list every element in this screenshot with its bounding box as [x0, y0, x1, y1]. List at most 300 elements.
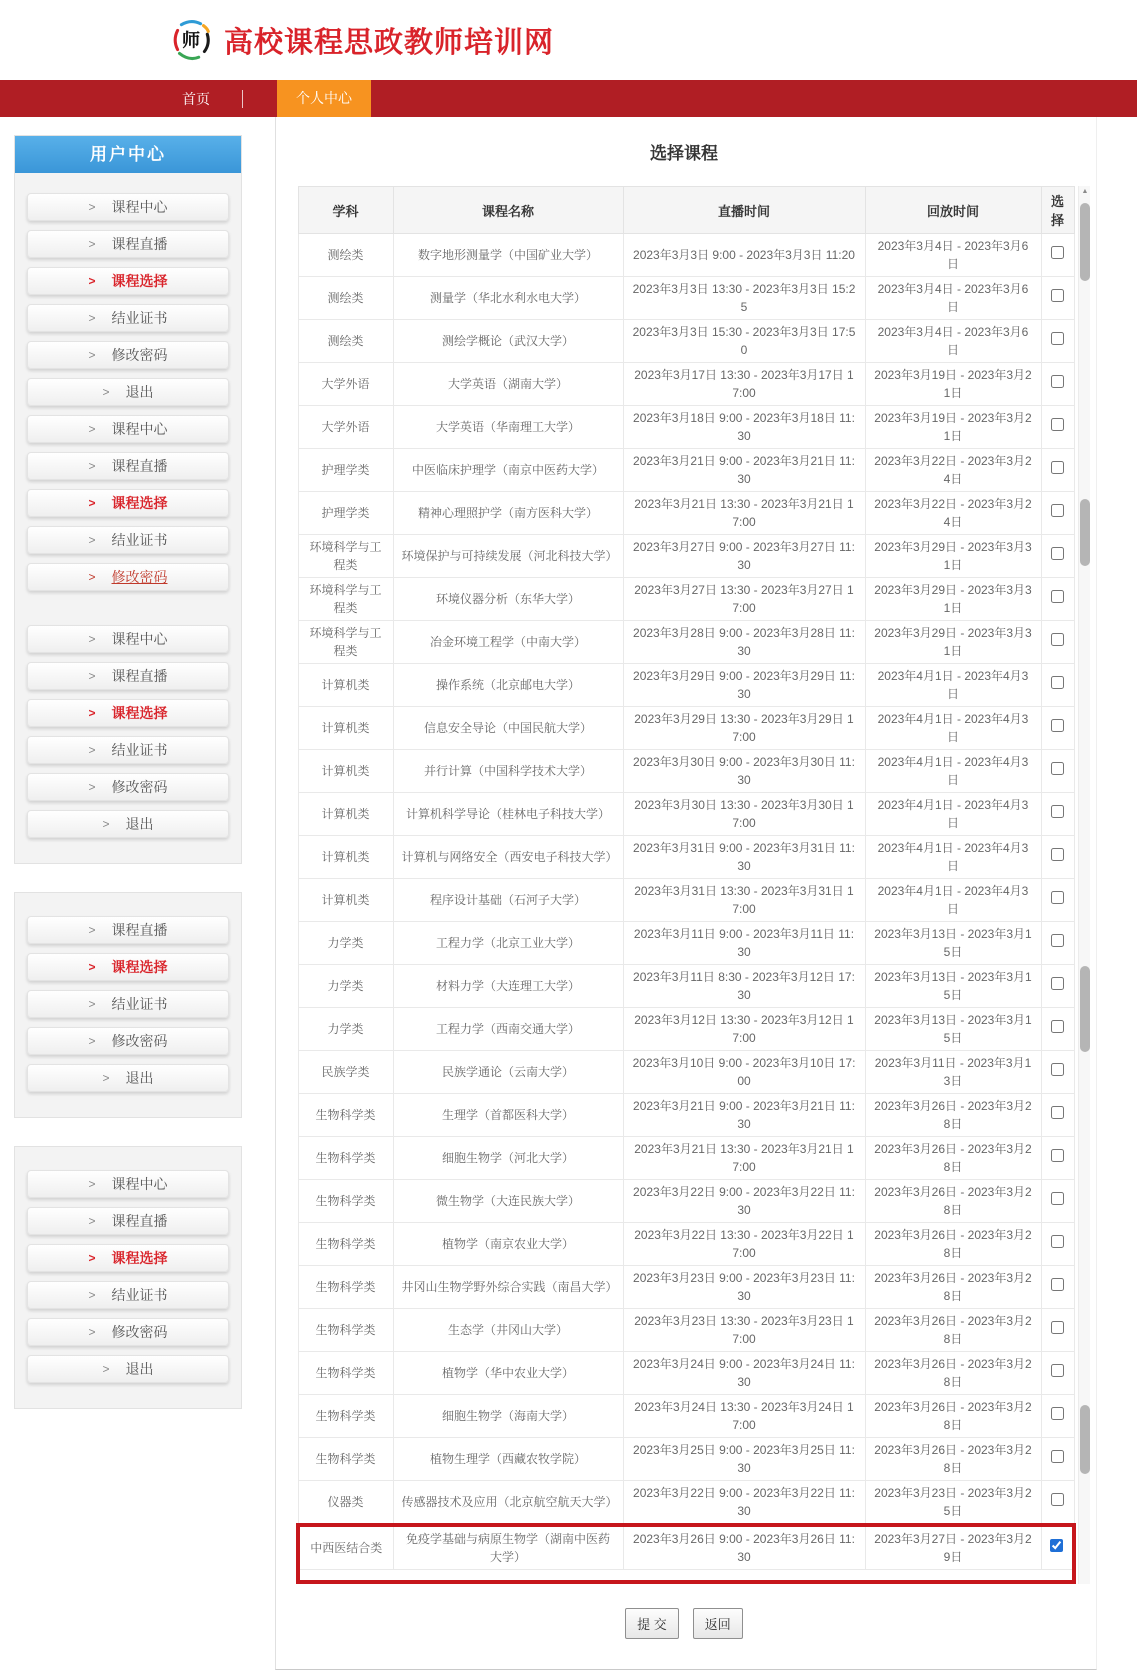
sidebar-item-certificate[interactable] [27, 526, 229, 554]
sidebar [14, 135, 242, 1437]
row-select-checkbox[interactable] [1051, 1450, 1064, 1463]
cell-replay-time: 2023年3月13日 - 2023年3月15日 [865, 965, 1041, 1008]
row-select-checkbox[interactable] [1051, 246, 1064, 259]
row-select-checkbox[interactable] [1051, 418, 1064, 431]
cell-select [1041, 1094, 1074, 1137]
row-select-checkbox[interactable] [1051, 848, 1064, 861]
cell-replay-time: 2023年3月26日 - 2023年3月28日 [865, 1223, 1041, 1266]
sidebar-item-course-center[interactable] [27, 625, 229, 653]
highlight-box-spacer-cell [298, 1570, 1074, 1582]
nav-personal-center-tab[interactable]: 个人中心 [277, 80, 371, 117]
cell-replay-time: 2023年3月13日 - 2023年3月15日 [865, 1008, 1041, 1051]
sidebar-item-change-password[interactable] [27, 1318, 229, 1346]
site-title: 高校课程思政教师培训网 [224, 26, 555, 59]
cell-live-time: 2023年3月11日 9:00 - 2023年3月11日 11:30 [623, 922, 865, 965]
row-select-checkbox[interactable] [1051, 547, 1064, 560]
site-logo-icon [168, 17, 214, 63]
cell-subject: 中西医结合类 [298, 1525, 393, 1570]
cell-select [1041, 1051, 1074, 1094]
cell-subject: 生物科学类 [298, 1137, 393, 1180]
course-table-head-row [298, 187, 1074, 234]
nav-home-link[interactable]: 首页 [182, 90, 210, 107]
sidebar-item-label: 退出 [125, 384, 154, 400]
sidebar-item-label: 结业证书 [111, 310, 168, 326]
row-select-checkbox[interactable] [1051, 332, 1064, 345]
table-row [298, 1352, 1074, 1395]
submit-button[interactable]: 提 交 [625, 1608, 679, 1639]
table-row [298, 922, 1074, 965]
cell-subject: 民族学类 [298, 1051, 393, 1094]
row-select-checkbox[interactable] [1051, 1106, 1064, 1119]
chevron-right-icon: > [88, 743, 96, 757]
cell-course-name: 环境仪器分析（东华大学） [393, 578, 623, 621]
sidebar-item-logout[interactable] [27, 810, 229, 838]
cell-select [1041, 1223, 1074, 1266]
row-select-checkbox[interactable] [1051, 891, 1064, 904]
chevron-right-icon: > [88, 1251, 96, 1265]
cell-select [1041, 1266, 1074, 1309]
column-header: 学科 [298, 187, 393, 234]
table-row [298, 836, 1074, 879]
sidebar-item-label: 课程中心 [111, 631, 168, 647]
cell-subject: 大学外语 [298, 363, 393, 406]
chevron-right-icon: > [88, 274, 96, 288]
cell-select [1041, 449, 1074, 492]
cell-select [1041, 1395, 1074, 1438]
cell-course-name: 民族学通论（云南大学） [393, 1051, 623, 1094]
cell-select [1041, 793, 1074, 836]
sidebar-item-course-center[interactable] [27, 1170, 229, 1198]
cell-course-name: 数字地形测量学（中国矿业大学） [393, 234, 623, 277]
cell-subject: 大学外语 [298, 406, 393, 449]
cell-live-time: 2023年3月22日 9:00 - 2023年3月22日 11:30 [623, 1481, 865, 1526]
cell-subject: 生物科学类 [298, 1309, 393, 1352]
cell-subject: 计算机类 [298, 664, 393, 707]
sidebar-item-course-select[interactable] [27, 953, 229, 981]
cell-live-time: 2023年3月22日 9:00 - 2023年3月22日 11:30 [623, 1180, 865, 1223]
sidebar-item-course-live[interactable] [27, 916, 229, 944]
cell-live-time: 2023年3月27日 13:30 - 2023年3月27日 17:00 [623, 578, 865, 621]
chevron-right-icon: > [88, 960, 96, 974]
column-header: 选择 [1041, 187, 1074, 234]
cell-course-name: 微生物学（大连民族大学） [393, 1180, 623, 1223]
chevron-right-icon: > [88, 669, 96, 683]
cell-subject: 力学类 [298, 965, 393, 1008]
cell-subject: 生物科学类 [298, 1266, 393, 1309]
sidebar-item-label: 课程选择 [111, 495, 168, 511]
cell-course-name: 生理学（首都医科大学） [393, 1094, 623, 1137]
sidebar-item-label: 课程直播 [111, 236, 168, 252]
cell-live-time: 2023年3月11日 8:30 - 2023年3月12日 17:30 [623, 965, 865, 1008]
sidebar-item-label: 退出 [125, 816, 154, 832]
cell-live-time: 2023年3月21日 9:00 - 2023年3月21日 11:30 [623, 1094, 865, 1137]
cell-subject: 环境科学与工程类 [298, 535, 393, 578]
sidebar-item-label: 结业证书 [111, 996, 168, 1012]
sidebar-item-course-select[interactable] [27, 489, 229, 517]
row-select-checkbox[interactable] [1051, 1192, 1064, 1205]
cell-replay-time: 2023年4月1日 - 2023年4月3日 [865, 836, 1041, 879]
table-row [298, 1223, 1074, 1266]
sidebar-item-label: 修改密码 [111, 1324, 168, 1340]
chevron-right-icon: > [88, 348, 96, 362]
sidebar-block [14, 1146, 242, 1409]
form-actions [296, 1608, 1072, 1639]
sidebar-item-label: 结业证书 [111, 532, 168, 548]
cell-subject: 护理学类 [298, 449, 393, 492]
table-row [298, 1266, 1074, 1309]
cell-subject: 生物科学类 [298, 1352, 393, 1395]
chevron-right-icon: > [102, 1362, 110, 1376]
chevron-right-icon: > [102, 817, 110, 831]
sidebar-item-logout[interactable] [27, 1355, 229, 1383]
row-select-checkbox[interactable] [1051, 375, 1064, 388]
page-title: 选择课程 [650, 144, 718, 163]
cell-live-time: 2023年3月12日 13:30 - 2023年3月12日 17:00 [623, 1008, 865, 1051]
sidebar-item-label: 课程选择 [111, 1250, 168, 1266]
cell-course-name: 计算机科学导论（桂林电子科技大学） [393, 793, 623, 836]
cell-select [1041, 922, 1074, 965]
cell-select [1041, 664, 1074, 707]
cell-replay-time: 2023年3月26日 - 2023年3月28日 [865, 1438, 1041, 1481]
chevron-right-icon: > [88, 1177, 96, 1191]
cell-course-name: 环境保护与可持续发展（河北科技大学） [393, 535, 623, 578]
cell-live-time: 2023年3月21日 13:30 - 2023年3月21日 17:00 [623, 1137, 865, 1180]
sidebar-item-course-center[interactable] [27, 193, 229, 221]
user-center-header: 用户中心 [15, 136, 241, 173]
cell-live-time: 2023年3月30日 13:30 - 2023年3月30日 17:00 [623, 793, 865, 836]
sidebar-item-label: 修改密码 [111, 1033, 168, 1049]
sidebar-item-certificate[interactable] [27, 1281, 229, 1309]
cell-course-name: 植物学（南京农业大学） [393, 1223, 623, 1266]
cell-course-name: 工程力学（西南交通大学） [393, 1008, 623, 1051]
cell-replay-time: 2023年3月19日 - 2023年3月21日 [865, 363, 1041, 406]
cell-course-name: 免疫学基础与病原生物学（湖南中医药大学） [393, 1525, 623, 1570]
sidebar-item-label: 课程选择 [111, 959, 168, 975]
sidebar-item-label: 课程中心 [111, 1176, 168, 1192]
sidebar-item-certificate[interactable] [27, 990, 229, 1018]
chevron-right-icon: > [88, 533, 96, 547]
cell-live-time: 2023年3月26日 9:00 - 2023年3月26日 11:30 [623, 1525, 865, 1570]
cell-select [1041, 277, 1074, 320]
table-row [298, 406, 1074, 449]
cell-select [1041, 320, 1074, 363]
sidebar-item-logout[interactable] [27, 1064, 229, 1092]
row-select-checkbox[interactable] [1051, 1493, 1064, 1506]
cell-course-name: 测绘学概论（武汉大学） [393, 320, 623, 363]
cell-course-name: 生态学（井冈山大学） [393, 1309, 623, 1352]
cell-subject: 护理学类 [298, 492, 393, 535]
cell-replay-time: 2023年3月4日 - 2023年3月6日 [865, 277, 1041, 320]
cell-replay-time: 2023年3月4日 - 2023年3月6日 [865, 320, 1041, 363]
cell-replay-time: 2023年3月26日 - 2023年3月28日 [865, 1395, 1041, 1438]
table-row [298, 1525, 1074, 1570]
sidebar-item-label: 课程直播 [111, 668, 168, 684]
row-select-checkbox[interactable] [1051, 461, 1064, 474]
chevron-right-icon: > [88, 632, 96, 646]
cell-subject: 计算机类 [298, 836, 393, 879]
chevron-right-icon: > [88, 200, 96, 214]
table-row [298, 664, 1074, 707]
cell-course-name: 大学英语（华南理工大学） [393, 406, 623, 449]
row-select-checkbox[interactable] [1051, 504, 1064, 517]
row-select-checkbox[interactable] [1051, 1149, 1064, 1162]
cell-select [1041, 1525, 1074, 1570]
chevron-right-icon: > [88, 1214, 96, 1228]
row-select-checkbox[interactable] [1051, 1321, 1064, 1334]
cell-replay-time: 2023年3月26日 - 2023年3月28日 [865, 1309, 1041, 1352]
sidebar-item-label: 课程选择 [111, 705, 168, 721]
table-row [298, 320, 1074, 363]
cell-replay-time: 2023年3月23日 - 2023年3月25日 [865, 1481, 1041, 1526]
sidebar-item-label: 课程直播 [111, 922, 168, 938]
sidebar-item-change-password[interactable] [27, 773, 229, 801]
cell-select [1041, 836, 1074, 879]
site-header [0, 0, 1137, 80]
cell-live-time: 2023年3月21日 9:00 - 2023年3月21日 11:30 [623, 449, 865, 492]
row-select-checkbox[interactable] [1051, 934, 1064, 947]
table-row [298, 363, 1074, 406]
cell-course-name: 中医临床护理学（南京中医药大学） [393, 449, 623, 492]
logo-character: 师 [181, 30, 201, 51]
cell-replay-time: 2023年3月29日 - 2023年3月31日 [865, 578, 1041, 621]
sidebar-item-label: 课程中心 [111, 199, 168, 215]
sidebar-item-change-password[interactable] [27, 563, 229, 591]
sidebar-item-course-live[interactable] [27, 452, 229, 480]
table-row [298, 750, 1074, 793]
cell-course-name: 材料力学（大连理工大学） [393, 965, 623, 1008]
sidebar-item-label: 退出 [125, 1070, 154, 1086]
chevron-right-icon: > [88, 237, 96, 251]
table-row [298, 879, 1074, 922]
main-panel [275, 117, 1097, 1670]
sidebar-item-certificate[interactable] [27, 736, 229, 764]
sidebar-item-label: 课程直播 [111, 458, 168, 474]
cell-replay-time: 2023年3月22日 - 2023年3月24日 [865, 492, 1041, 535]
cell-select [1041, 1481, 1074, 1526]
chevron-right-icon: > [88, 1034, 96, 1048]
chevron-right-icon: > [88, 459, 96, 473]
table-row [298, 1137, 1074, 1180]
cell-live-time: 2023年3月23日 9:00 - 2023年3月23日 11:30 [623, 1266, 865, 1309]
cell-replay-time: 2023年3月29日 - 2023年3月31日 [865, 621, 1041, 664]
cell-live-time: 2023年3月28日 9:00 - 2023年3月28日 11:30 [623, 621, 865, 664]
table-row [298, 234, 1074, 277]
sidebar-item-label: 修改密码 [111, 347, 168, 363]
cell-select [1041, 750, 1074, 793]
table-row [298, 449, 1074, 492]
sidebar-item-course-live[interactable] [27, 1207, 229, 1235]
cell-live-time: 2023年3月17日 13:30 - 2023年3月17日 17:00 [623, 363, 865, 406]
table-row [298, 1309, 1074, 1352]
cell-select [1041, 1180, 1074, 1223]
cell-replay-time: 2023年3月26日 - 2023年3月28日 [865, 1137, 1041, 1180]
row-select-checkbox[interactable] [1051, 719, 1064, 732]
cell-select [1041, 578, 1074, 621]
cell-course-name: 植物学（华中农业大学） [393, 1352, 623, 1395]
table-row [298, 535, 1074, 578]
cell-course-name: 工程力学（北京工业大学） [393, 922, 623, 965]
cell-replay-time: 2023年4月1日 - 2023年4月3日 [865, 879, 1041, 922]
chevron-right-icon: > [88, 570, 96, 584]
row-select-checkbox[interactable] [1051, 1364, 1064, 1377]
cell-select [1041, 621, 1074, 664]
table-row [298, 578, 1074, 621]
sidebar-item-logout[interactable] [27, 378, 229, 406]
cell-replay-time: 2023年4月1日 - 2023年4月3日 [865, 707, 1041, 750]
cell-live-time: 2023年3月21日 13:30 - 2023年3月21日 17:00 [623, 492, 865, 535]
cell-live-time: 2023年3月29日 13:30 - 2023年3月29日 17:00 [623, 707, 865, 750]
table-row [298, 1008, 1074, 1051]
cell-live-time: 2023年3月29日 9:00 - 2023年3月29日 11:30 [623, 664, 865, 707]
sidebar-item-certificate[interactable] [27, 304, 229, 332]
cell-course-name: 植物生理学（西藏农牧学院） [393, 1438, 623, 1481]
cell-course-name: 井冈山生物学野外综合实践（南昌大学） [393, 1266, 623, 1309]
cell-course-name: 细胞生物学（河北大学） [393, 1137, 623, 1180]
cell-live-time: 2023年3月3日 15:30 - 2023年3月3日 17:50 [623, 320, 865, 363]
column-header: 直播时间 [623, 187, 865, 234]
row-select-checkbox[interactable] [1051, 633, 1064, 646]
table-row [298, 1094, 1074, 1137]
row-select-checkbox[interactable] [1051, 1235, 1064, 1248]
sidebar-item-change-password[interactable] [27, 1027, 229, 1055]
cell-select [1041, 965, 1074, 1008]
sidebar-item-label: 课程中心 [111, 421, 168, 437]
cell-live-time: 2023年3月30日 9:00 - 2023年3月30日 11:30 [623, 750, 865, 793]
row-select-checkbox[interactable] [1051, 805, 1064, 818]
scrollbar-thumb[interactable] [1080, 966, 1090, 1053]
cell-subject: 环境科学与工程类 [298, 578, 393, 621]
row-select-checkbox[interactable] [1051, 977, 1064, 990]
cell-live-time: 2023年3月31日 13:30 - 2023年3月31日 17:00 [623, 879, 865, 922]
row-select-checkbox[interactable] [1051, 676, 1064, 689]
cell-replay-time: 2023年3月4日 - 2023年3月6日 [865, 234, 1041, 277]
cell-replay-time: 2023年3月26日 - 2023年3月28日 [865, 1180, 1041, 1223]
scrollbar-thumb[interactable] [1080, 1405, 1090, 1475]
cell-live-time: 2023年3月25日 9:00 - 2023年3月25日 11:30 [623, 1438, 865, 1481]
cell-replay-time: 2023年3月26日 - 2023年3月28日 [865, 1266, 1041, 1309]
cell-subject: 生物科学类 [298, 1395, 393, 1438]
cell-course-name: 冶金环境工程学（中南大学） [393, 621, 623, 664]
chevron-right-icon: > [88, 311, 96, 325]
back-button[interactable]: 返回 [693, 1608, 743, 1639]
sidebar-item-course-select[interactable] [27, 267, 229, 295]
cell-replay-time: 2023年3月13日 - 2023年3月15日 [865, 922, 1041, 965]
row-select-checkbox[interactable] [1051, 1020, 1064, 1033]
cell-course-name: 计算机与网络安全（西安电子科技大学） [393, 836, 623, 879]
table-row [298, 1481, 1074, 1526]
cell-subject: 计算机类 [298, 879, 393, 922]
sidebar-item-course-select[interactable] [27, 699, 229, 727]
cell-select [1041, 1008, 1074, 1051]
sidebar-item-label: 修改密码 [111, 569, 168, 585]
nav-separator [242, 90, 243, 108]
cell-replay-time: 2023年4月1日 - 2023年4月3日 [865, 664, 1041, 707]
column-header: 回放时间 [865, 187, 1041, 234]
sidebar-item-course-center[interactable] [27, 415, 229, 443]
cell-subject: 计算机类 [298, 750, 393, 793]
cell-subject: 仪器类 [298, 1481, 393, 1526]
row-select-checkbox[interactable] [1051, 289, 1064, 302]
row-select-checkbox[interactable] [1051, 762, 1064, 775]
cell-course-name: 细胞生物学（海南大学） [393, 1395, 623, 1438]
sidebar-item-course-live[interactable] [27, 662, 229, 690]
sidebar-item-label: 修改密码 [111, 779, 168, 795]
cell-live-time: 2023年3月24日 9:00 - 2023年3月24日 11:30 [623, 1352, 865, 1395]
chevron-right-icon: > [88, 1325, 96, 1339]
sidebar-item-label: 结业证书 [111, 742, 168, 758]
cell-course-name: 并行计算（中国科学技术大学） [393, 750, 623, 793]
sidebar-item-course-live[interactable] [27, 230, 229, 258]
cell-course-name: 程序设计基础（石河子大学） [393, 879, 623, 922]
cell-course-name: 测量学（华北水利水电大学） [393, 277, 623, 320]
course-table-wrap [296, 186, 1089, 1584]
cell-select [1041, 492, 1074, 535]
row-select-checkbox[interactable] [1051, 1407, 1064, 1420]
row-select-checkbox[interactable] [1051, 1063, 1064, 1076]
cell-live-time: 2023年3月24日 13:30 - 2023年3月24日 17:00 [623, 1395, 865, 1438]
course-table [296, 186, 1076, 1584]
chevron-right-icon: > [88, 780, 96, 794]
cell-select [1041, 707, 1074, 750]
sidebar-item-label: 结业证书 [111, 1287, 168, 1303]
table-row [298, 1395, 1074, 1438]
cell-replay-time: 2023年4月1日 - 2023年4月3日 [865, 793, 1041, 836]
scrollbar-thumb[interactable] [1080, 499, 1090, 566]
cell-course-name: 操作系统（北京邮电大学） [393, 664, 623, 707]
table-row [298, 1051, 1074, 1094]
cell-replay-time: 2023年3月19日 - 2023年3月21日 [865, 406, 1041, 449]
chevron-right-icon: > [102, 1071, 110, 1085]
table-scrollbar[interactable] [1078, 186, 1090, 1584]
cell-subject: 力学类 [298, 922, 393, 965]
scrollbar-thumb[interactable] [1080, 203, 1090, 281]
course-table-body [298, 234, 1074, 1582]
scrollbar-up-arrow-icon[interactable]: ▲ [1081, 188, 1089, 195]
cell-course-name: 信息安全导论（中国民航大学） [393, 707, 623, 750]
chevron-right-icon: > [88, 923, 96, 937]
row-select-checkbox[interactable] [1051, 590, 1064, 603]
cell-select [1041, 1438, 1074, 1481]
sidebar-item-change-password[interactable] [27, 341, 229, 369]
cell-live-time: 2023年3月22日 13:30 - 2023年3月22日 17:00 [623, 1223, 865, 1266]
table-row [298, 1438, 1074, 1481]
table-row [298, 621, 1074, 664]
cell-select [1041, 1352, 1074, 1395]
cell-subject: 生物科学类 [298, 1094, 393, 1137]
cell-subject: 计算机类 [298, 793, 393, 836]
cell-select [1041, 535, 1074, 578]
cell-subject: 力学类 [298, 1008, 393, 1051]
cell-live-time: 2023年3月31日 9:00 - 2023年3月31日 11:30 [623, 836, 865, 879]
row-select-checkbox[interactable] [1050, 1539, 1063, 1552]
cell-subject: 测绘类 [298, 277, 393, 320]
cell-live-time: 2023年3月27日 9:00 - 2023年3月27日 11:30 [623, 535, 865, 578]
row-select-checkbox[interactable] [1051, 1278, 1064, 1291]
page-body [0, 117, 1137, 1670]
chevron-right-icon: > [102, 385, 110, 399]
cell-live-time: 2023年3月18日 9:00 - 2023年3月18日 11:30 [623, 406, 865, 449]
sidebar-item-course-select[interactable] [27, 1244, 229, 1272]
cell-select [1041, 1137, 1074, 1180]
table-row [298, 793, 1074, 836]
cell-replay-time: 2023年3月22日 - 2023年3月24日 [865, 449, 1041, 492]
cell-subject: 环境科学与工程类 [298, 621, 393, 664]
sidebar-item-label: 退出 [125, 1361, 154, 1377]
cell-live-time: 2023年3月3日 9:00 - 2023年3月3日 11:20 [623, 234, 865, 277]
cell-subject: 测绘类 [298, 320, 393, 363]
cell-replay-time: 2023年3月11日 - 2023年3月13日 [865, 1051, 1041, 1094]
cell-replay-time: 2023年3月29日 - 2023年3月31日 [865, 535, 1041, 578]
